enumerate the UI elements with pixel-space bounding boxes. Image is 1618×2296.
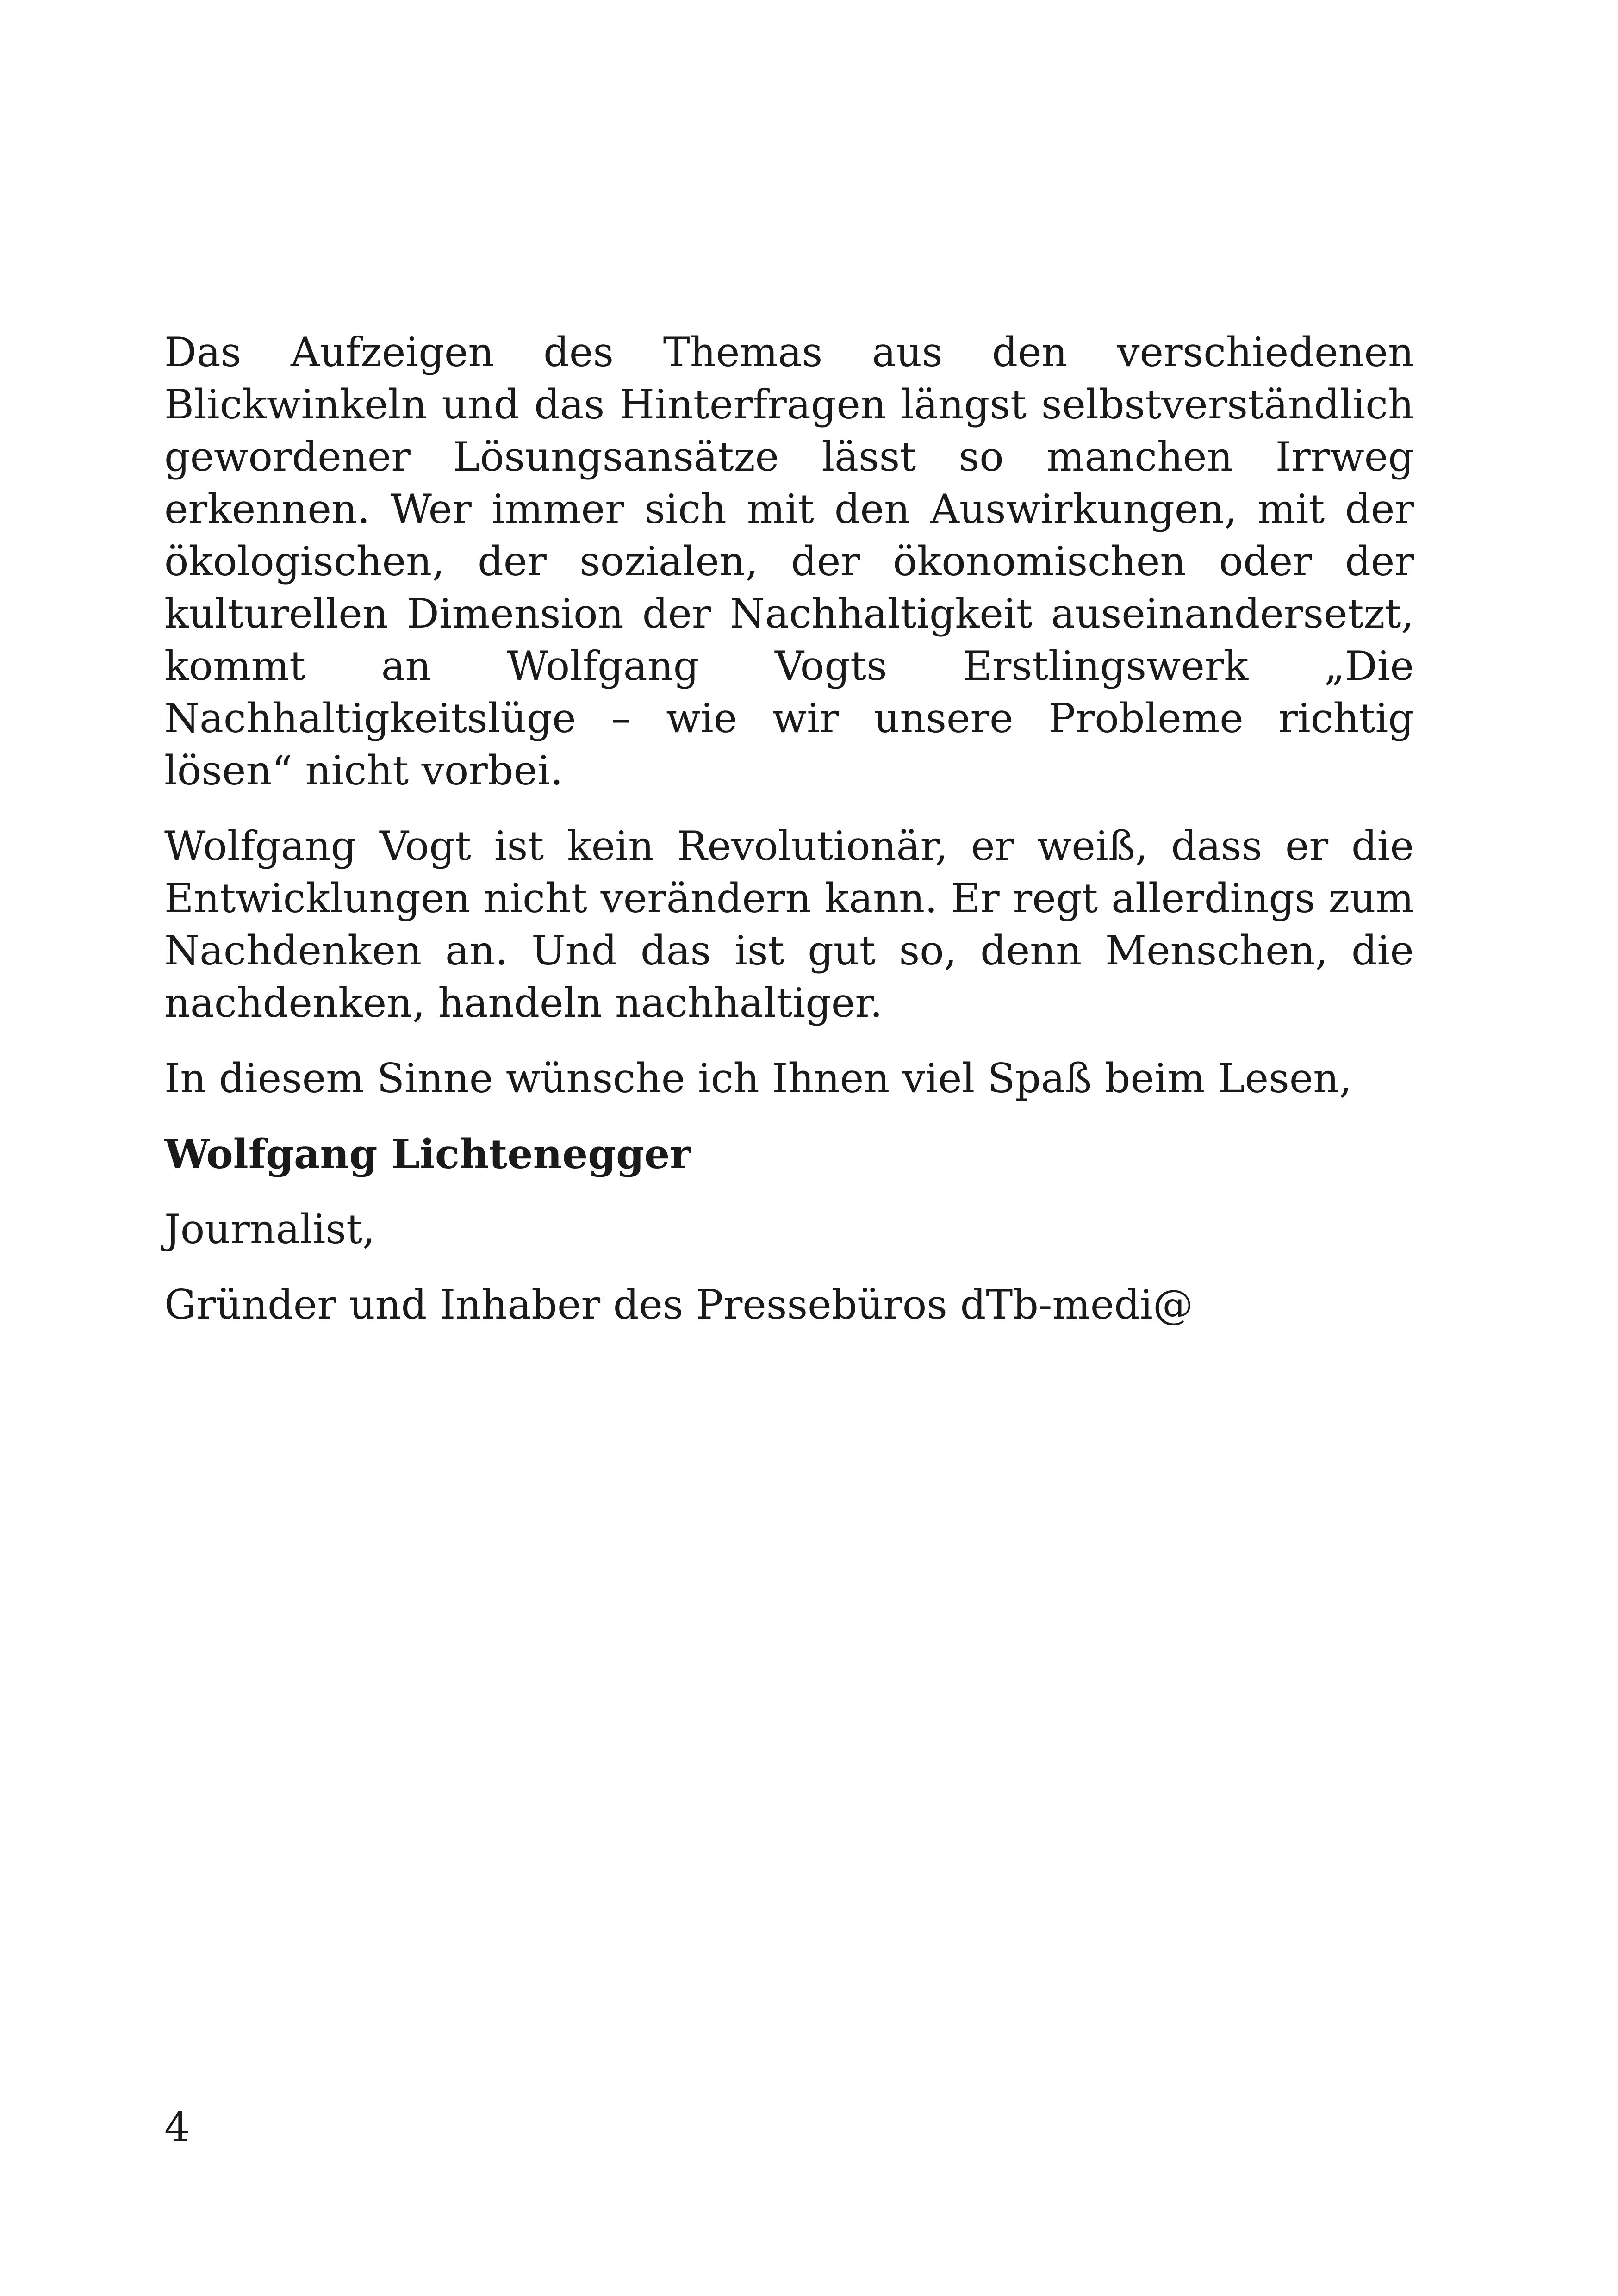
body-text (164, 326, 1414, 1354)
signature-role: Journalist, (164, 1206, 375, 1253)
paragraph-closing: In diesem Sinne wünsche ich Ihnen viel Spaß beim Lesen, (164, 1055, 1352, 1102)
signature-name: Wolfgang Lichtenegger (164, 1130, 691, 1178)
page-number: 4 (164, 2103, 190, 2151)
paragraph-intro: Das Aufzeigen des Themas aus den verschiedenen Blickwinkeln und das Hinterfragen längst selbstverständlich gewordener Lösungsansätze lässt so manchen Irrweg erkennen. Wer immer sich mit den Auswirkungen, mit der ökologischen, der sozialen, der ökonomischen oder der kulturellen Dimension der Nachhaltigkeit auseinandersetzt, kommt an Wolfgang Vogts Erstlingswerk „Die Nachhaltigkeitslüge – wie wir unsere Probleme richtig lösen“ nicht vorbei. (164, 329, 1414, 794)
paragraph-author-vogt: Wolfgang Vogt ist kein Revolutionär, er weiß, dass er die Entwicklungen nicht verändern kann. Er regt allerdings zum Nachdenken an. Und das ist gut so, denn Menschen, die nachdenken, handeln nachhaltiger. (164, 822, 1414, 1027)
signature-affiliation: Gründer und Inhaber des Pressebüros dTb-medi@ (164, 1281, 1193, 1328)
